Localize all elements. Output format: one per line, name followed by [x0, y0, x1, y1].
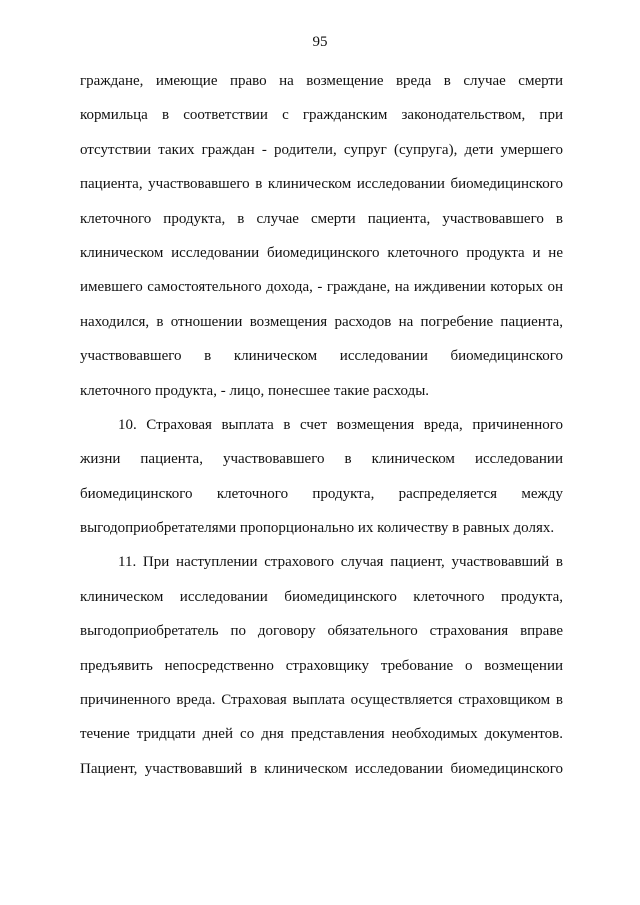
text-line: выгодоприобретателями пропорционально их количеству в равных долях.	[80, 520, 555, 537]
text-line: выгодоприобретатель по договору обязательного страхования вправе	[80, 623, 563, 640]
text-line: кормильца в соответствии с гражданским законодательством, при	[80, 107, 563, 124]
document-body	[80, 64, 563, 786]
text-line: клеточного продукта, - лицо, понесшее такие расходы.	[80, 382, 430, 399]
text-line: клеточного продукта, в случае смерти пациента, участвовавшего в	[80, 210, 563, 227]
paragraph	[80, 64, 563, 408]
text-line: участвовавшего в клиническом исследовании биомедицинского	[80, 348, 563, 365]
text-line: жизни пациента, участвовавшего в клиническом исследовании	[80, 451, 563, 468]
text-line: находился, в отношении возмещения расходов на погребение пациента,	[80, 313, 563, 330]
text-line: предъявить непосредственно страховщику требование о возмещении	[80, 657, 563, 674]
text-line: биомедицинского клеточного продукта, распределяется между	[80, 485, 563, 502]
text-line: 10. Страховая выплата в счет возмещения вреда, причиненного	[118, 416, 563, 433]
text-line: пациента, участвовавшего в клиническом исследовании биомедицинского	[80, 176, 563, 193]
paragraph	[80, 545, 563, 786]
text-line: отсутствии таких граждан - родители, супруг (супруга), дети умершего	[80, 141, 563, 158]
text-line: клиническом исследовании биомедицинского клеточного продукта,	[80, 588, 563, 605]
text-line: граждане, имеющие право на возмещение вреда в случае смерти	[80, 73, 563, 89]
text-line: 11. При наступлении страхового случая пациент, участвовавший в	[118, 554, 563, 571]
text-line: имевшего самостоятельного дохода, - граждане, на иждивении которых он	[80, 279, 563, 296]
text-line: причиненного вреда. Страховая выплата осуществляется страховщиком в	[80, 692, 563, 709]
paragraph	[80, 408, 563, 546]
text-line: течение тридцати дней со дня представления необходимых документов.	[80, 726, 563, 743]
text-line: Пациент, участвовавший в клиническом исследовании биомедицинского	[80, 760, 563, 777]
text-line: клиническом исследовании биомедицинского клеточного продукта и не	[80, 244, 563, 261]
page-number: 95	[312, 34, 328, 50]
